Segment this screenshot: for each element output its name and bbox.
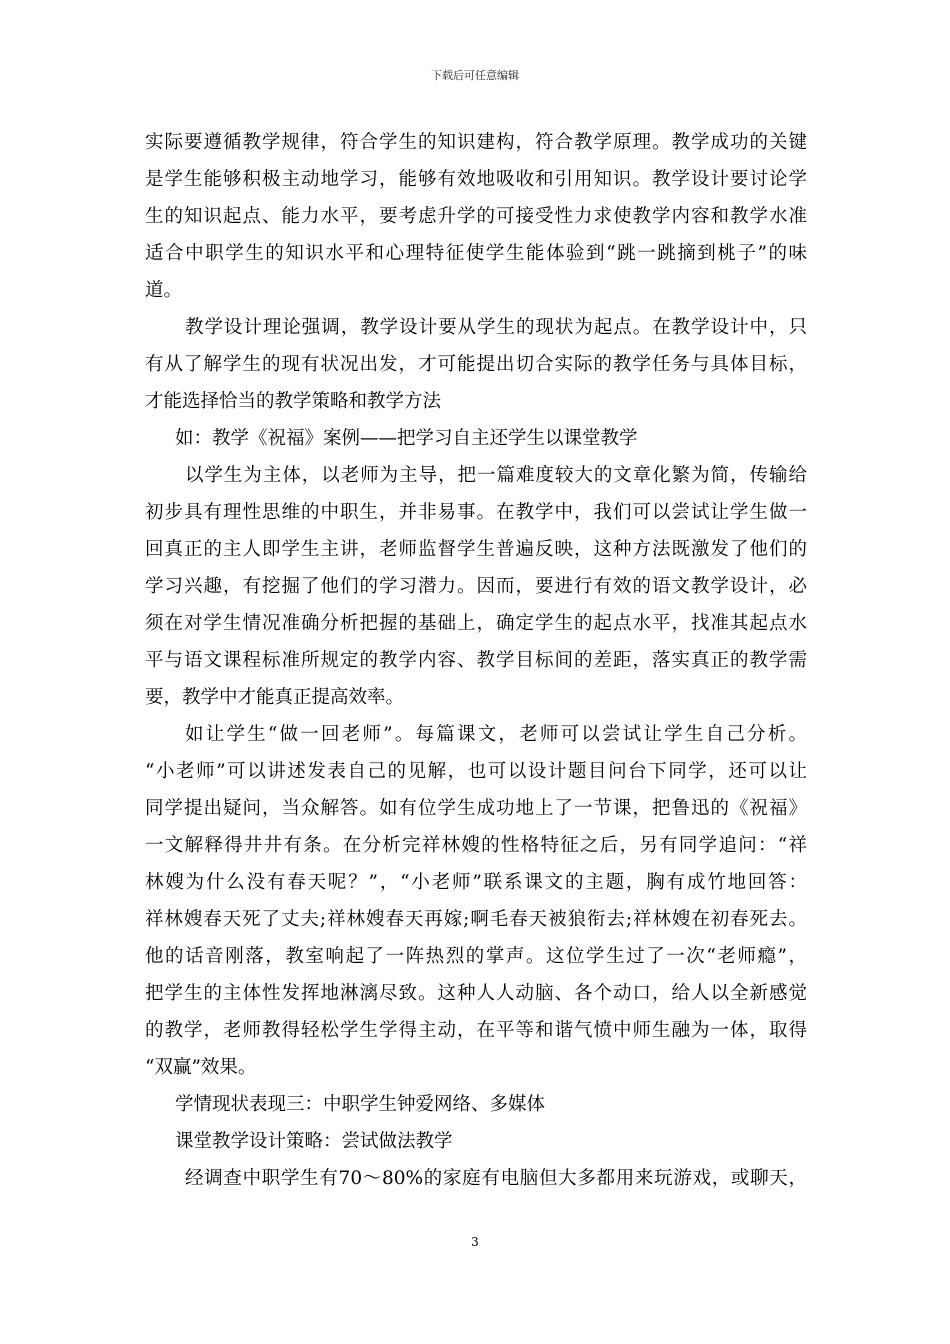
text-line: 生的知识起点、能力水平，要考虑升学的可接受性力求使教学内容和教学水准 <box>145 206 807 227</box>
text-line: 把学生的主体性发挥地淋漓尽致。这种人人动脑、各个动口，给人以全新感觉 <box>145 983 807 1004</box>
text-line: 有从了解学生的现有状况出发，才可能提出切合实际的教学任务与具体目标， <box>145 354 807 375</box>
text-line: 道。 <box>145 280 183 301</box>
text-line: 的教学，老师教得轻松学生学得主动，在平等和谐气愤中师生融为一体，取得 <box>145 1020 807 1041</box>
text-line: 一文解释得井井有条。在分析完祥林嫂的性格特征之后，另有同学追问：“祥 <box>145 835 807 856</box>
text-line: 初步具有理性思维的中职生，并非易事。在教学中，我们可以尝试让学生做一 <box>145 502 807 523</box>
text-line: 须在对学生情况准确分析把握的基础上，确定学生的起点水平，找准其起点水 <box>145 613 807 634</box>
text-line: 学习兴趣，有挖掘了他们的学习潜力。因而，要进行有效的语文教学设计，必 <box>145 576 807 597</box>
text-line: 适合中职学生的知识水平和心理特征使学生能体验到“跳一跳摘到桃子”的味 <box>145 243 807 264</box>
text-line: 才能选择恰当的教学策略和教学方法 <box>145 391 442 412</box>
text-line: 同学提出疑问，当众解答。如有位学生成功地上了一节课，把鲁迅的《祝福》 <box>145 798 807 819</box>
text-line: 以学生为主体，以老师为主导，把一篇难度较大的文章化繁为简，传输给 <box>185 465 807 486</box>
page-number: 3 <box>471 1235 479 1249</box>
text-line: 教学设计理论强调，教学设计要从学生的现状为起点。在教学设计中，只 <box>185 317 807 338</box>
text-line: 课堂教学设计策略：尝试做法教学 <box>175 1131 453 1152</box>
text-line: 他的话音刚落，教室响起了一阵热烈的掌声。这位学生过了一次“老师瘾”， <box>145 946 807 967</box>
text-line: “小老师”可以讲述发表自己的见解，也可以设计题目问台下同学，还可以让 <box>145 761 807 782</box>
text-line: 学情现状表现三：中职学生钟爱网络、多媒体 <box>175 1094 546 1115</box>
text-line: “双赢”效果。 <box>145 1057 257 1078</box>
body-text <box>145 124 807 1197</box>
text-line: 要，教学中才能真正提高效率。 <box>145 687 405 708</box>
text-line: 如让学生“做一回老师”。每篇课文，老师可以尝试让学生自己分析。 <box>185 724 807 745</box>
text-line: 经调查中职学生有70～80%的家庭有电脑但大多都用来玩游戏，或聊天， <box>185 1168 807 1189</box>
text-line: 是学生能够积极主动地学习，能够有效地吸收和引用知识。教学设计要讨论学 <box>145 169 807 190</box>
text-line: 林嫂为什么没有春天呢？”，“小老师”联系课文的主题，胸有成竹地回答： <box>145 872 807 893</box>
page-header: 下载后可任意编辑 <box>431 69 519 82</box>
text-line: 祥林嫂春天死了丈夫;祥林嫂春天再嫁;啊毛春天被狼衔去;祥林嫂在初春死去。 <box>145 909 807 930</box>
text-line: 回真正的主人即学生主讲，老师监督学生普遍反映，这种方法既激发了他们的 <box>145 539 807 560</box>
text-line: 平与语文课程标准所规定的教学内容、教学目标间的差距，落实真正的教学需 <box>145 650 807 671</box>
text-line: 如：教学《祝福》案例——把学习自主还学生以课堂教学 <box>175 428 638 449</box>
text-line: 实际要遵循教学规律，符合学生的知识建构，符合教学原理。教学成功的关键 <box>145 132 807 153</box>
